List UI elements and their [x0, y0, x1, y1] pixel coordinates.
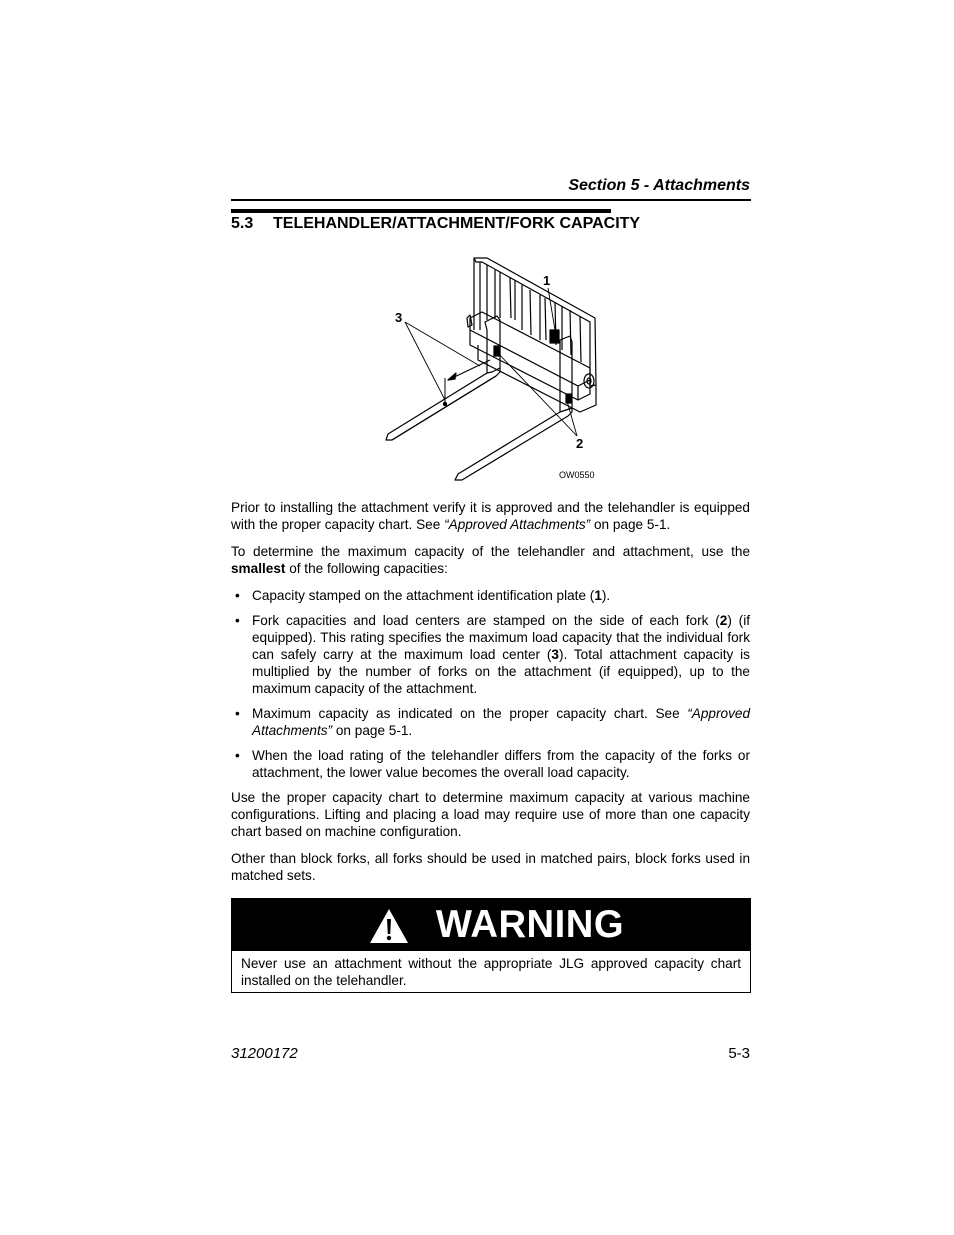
paragraph-capacity-chart: Use the proper capacity chart to determine maximum capacity at various machine configurations. Lifting and placing a load may require use of more than one capacity chart based on machine configuration.: [231, 790, 750, 839]
paragraph-matched-forks: Other than block forks, all forks should be used in matched pairs, block forks used in matched sets.: [231, 851, 750, 883]
bullet-dot: •: [235, 748, 240, 763]
approved-attachments-reference: “Approved Attachments”: [252, 706, 750, 738]
callout-1: 1: [543, 273, 551, 288]
heading-rule: [231, 209, 611, 213]
document-number: 31200172: [231, 1045, 298, 1062]
warning-box: [231, 898, 751, 993]
figure-code: OW0550: [559, 470, 595, 480]
header-rule: [231, 199, 751, 201]
warning-title: WARNING: [435, 903, 625, 946]
fork-attachment-illustration: [380, 252, 610, 487]
heading-number: 5.3: [231, 215, 254, 232]
bullet-dot: •: [235, 588, 240, 603]
warning-triangle-icon: [368, 907, 410, 945]
section-heading: [231, 215, 640, 233]
bullet-item: • Capacity stamped on the attachment identification plate (1).: [235, 588, 611, 603]
paragraph-approval: Prior to installing the attachment verify it is approved and the telehandler is equipped with the proper capacity chart. See “Approved Attachments” on page 5-1.: [231, 500, 750, 532]
bullet-dot: •: [235, 706, 240, 721]
bullet-item: • When the load rating of the telehandler differs from the capacity of the forks or attachment, the lower value becomes the overall load capacity.: [235, 748, 750, 780]
warning-text: Never use an attachment without the appropriate JLG approved capacity chart installed on the telehandler.: [241, 956, 741, 988]
approved-attachments-reference: “Approved Attachments”: [444, 517, 591, 532]
callout-2: 2: [576, 436, 584, 451]
warning-banner: [232, 899, 750, 951]
emphasis-smallest: smallest: [231, 561, 286, 576]
bullet-item: • Maximum capacity as indicated on the proper capacity chart. See “Approved Attachments” on page 5-1.: [235, 706, 750, 738]
heading-title: TELEHANDLER/ATTACHMENT/FORK CAPACITY: [273, 215, 641, 232]
page-number: 5-3: [728, 1045, 750, 1062]
section-header: Section 5 - Attachments: [568, 177, 750, 194]
bullet-item: • Fork capacities and load centers are stamped on the side of each fork (2) (if equipped). This rating specifies the maximum load capacity that the individual fork can safely carry at the maximum load center (3). Total attachment capacity is multiplied by the number of forks on the attachment (if equipped), up to the maximum capacity of the attachment.: [235, 613, 750, 696]
paragraph-determine-capacity: To determine the maximum capacity of the telehandler and attachment, use the smallest of the following capacities:: [231, 544, 750, 576]
bullet-dot: •: [235, 613, 240, 628]
callout-3: 3: [395, 310, 403, 325]
